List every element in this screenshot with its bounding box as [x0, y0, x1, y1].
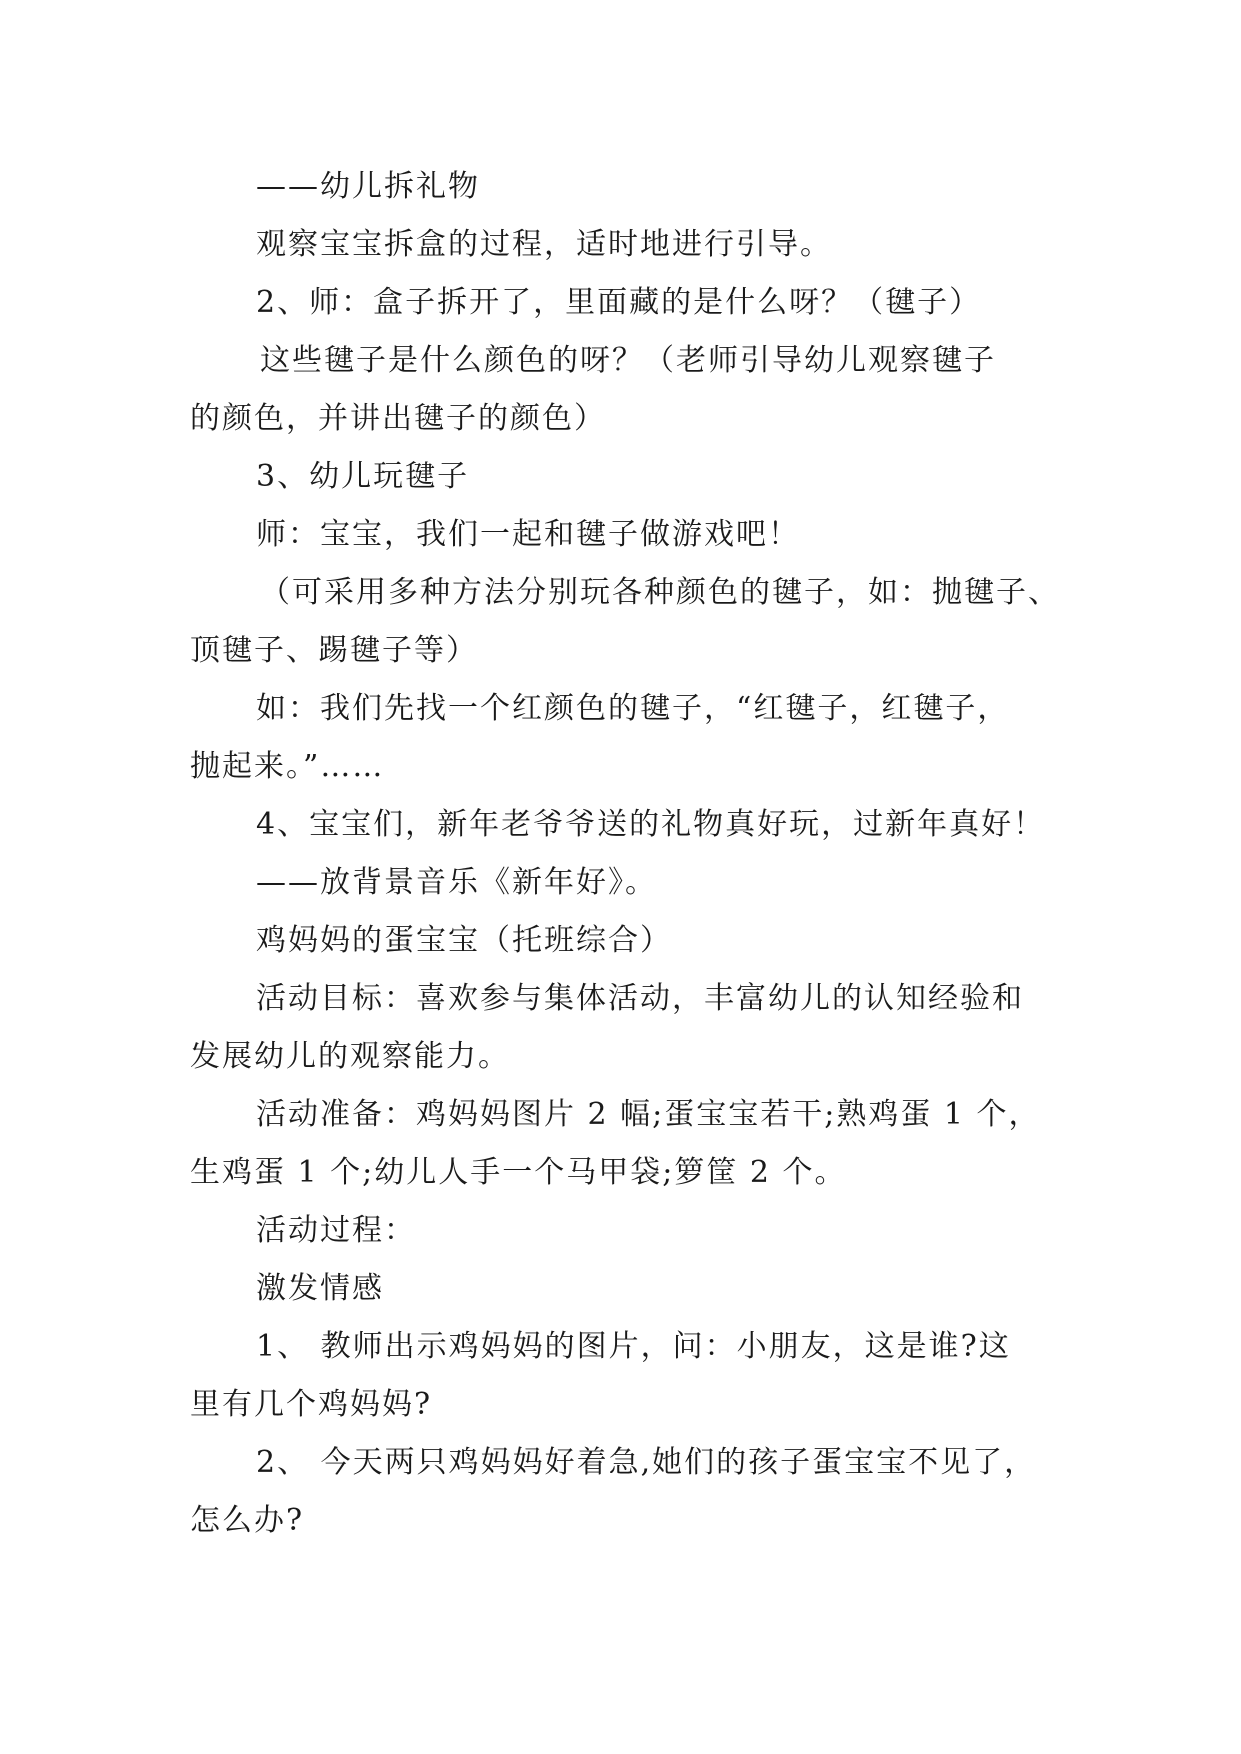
paragraph-line: 活动准备：鸡妈妈图片 2 幅;蛋宝宝若干;熟鸡蛋 1 个，	[256, 1097, 1041, 1132]
paragraph-line: 这些毽子是什么颜色的呀？（老师引导幼儿观察毽子	[260, 343, 996, 378]
paragraph-line: 1、 教师出示鸡妈妈的图片，问：小朋友，这是谁?这	[256, 1329, 1011, 1364]
document-body	[190, 158, 1060, 1550]
section-heading: 鸡妈妈的蛋宝宝（托班综合）	[256, 923, 672, 958]
paragraph-line: 生鸡蛋 1 个;幼儿人手一个马甲袋;箩筐 2 个。	[190, 1155, 847, 1190]
paragraph-line: 抛起来。”……	[190, 749, 385, 784]
paragraph-line: ——放背景音乐《新年好》。	[256, 865, 657, 900]
paragraph-line: 师：宝宝，我们一起和毽子做游戏吧！	[256, 517, 800, 552]
paragraph-line: 2、 今天两只鸡妈妈好着急,她们的孩子蛋宝宝不见了，	[256, 1445, 1037, 1480]
paragraph-line: ——幼儿拆礼物	[256, 169, 480, 204]
paragraph-line: 怎么办?	[190, 1503, 305, 1538]
paragraph-line: 活动目标：喜欢参与集体活动，丰富幼儿的认知经验和	[256, 981, 1024, 1016]
paragraph-line: 的颜色，并讲出毽子的颜色）	[190, 401, 606, 436]
paragraph-line: 4、宝宝们，新年老爷爷送的礼物真好玩，过新年真好！	[256, 807, 1046, 842]
paragraph-line: 观察宝宝拆盒的过程，适时地进行引导。	[256, 227, 832, 262]
paragraph-line: 2、师：盒子拆开了，里面藏的是什么呀？（毽子）	[256, 285, 982, 320]
paragraph-line: 激发情感	[256, 1271, 384, 1306]
paragraph-line: 3、幼儿玩毽子	[256, 459, 470, 494]
paragraph-line: 里有几个鸡妈妈?	[190, 1387, 433, 1422]
paragraph-line: 顶毽子、踢毽子等）	[190, 633, 478, 668]
paragraph-line: 发展幼儿的观察能力。	[190, 1039, 510, 1074]
paragraph-line: 如：我们先找一个红颜色的毽子，“红毽子，红毽子，	[256, 691, 1010, 726]
paragraph-line: 活动过程：	[256, 1213, 416, 1248]
paragraph-line: （可采用多种方法分别玩各种颜色的毽子，如：抛毽子、	[260, 575, 1060, 610]
